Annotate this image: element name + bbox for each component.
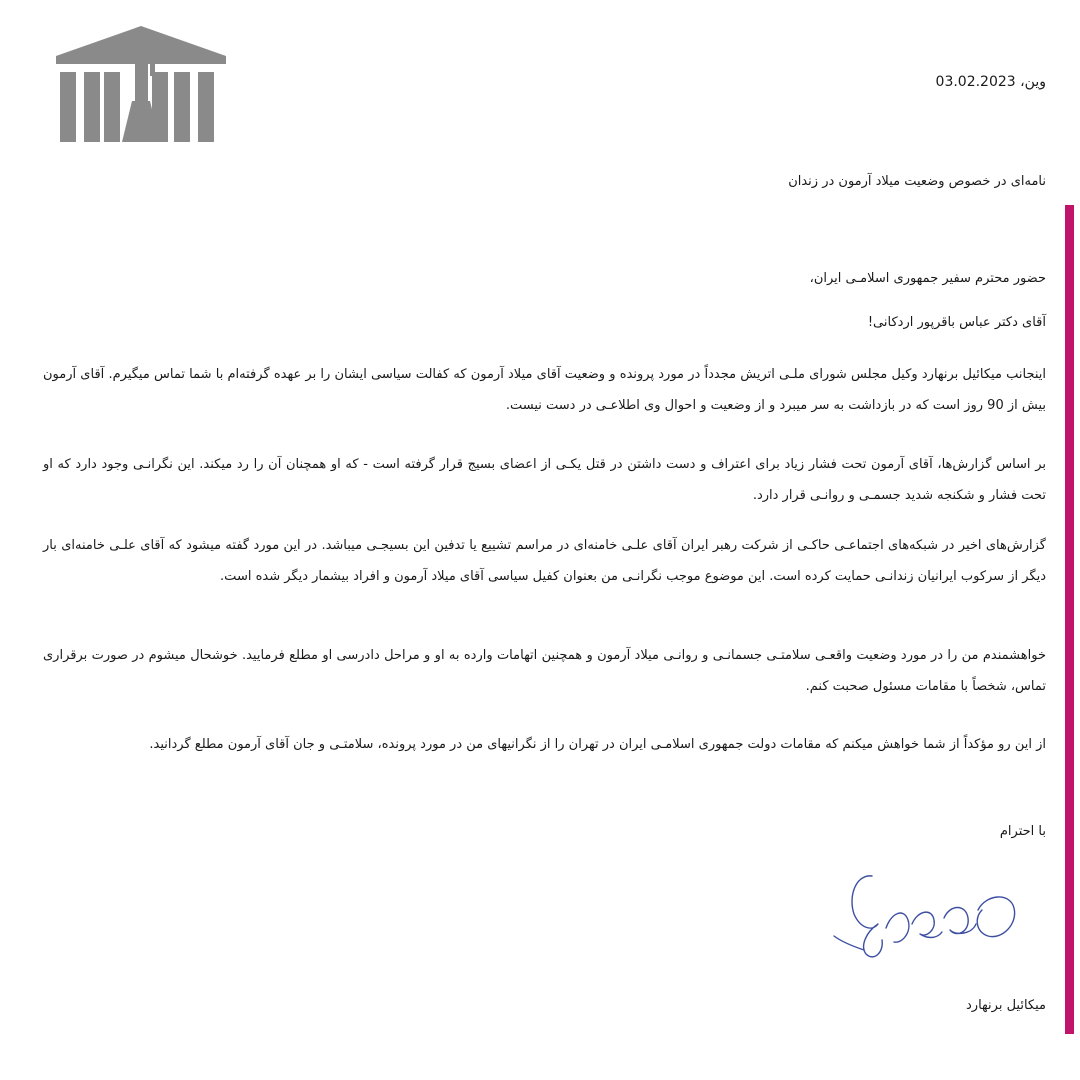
accent-bar <box>1065 205 1074 1034</box>
sender-name: میکائیل برنهارد <box>966 998 1046 1013</box>
body-paragraph: گزارش‌های اخیر در شبکه‌های اجتماعـی حاکـی از شرکت رهبر ایران آقای علـی خامنه‌ای در مراسم تشییع یا تدفین این بسیجـی میباشد. در این مورد گفته میشود که آقای علـی خامنه‌ای بار دیگر از سرکوب ایرانیان زندانـی حمایت کرده است. این موضوع موجب نگرانـی من بعنوان کفیل سیاسی آقای میلاد آرمون و افراد بیشمار دیگر شده است. <box>43 538 1046 584</box>
parliament-building-icon <box>48 22 234 146</box>
body-paragraph: اینجانب میکائیل برنهارد وکیل مجلس شورای ملـی اتریش مجدداً در مورد پرونده و وضعیت آقای میلاد آرمون که کفالت سیاسی ایشان را بر عهده گرفته‌ام با شما تماس میگیرم. آقای آرمون بیش از 90 روز است که در بازداشت به سر میبرد و از وضعیت و احوال وی اطلاعـی در دست نیست. <box>43 367 1046 413</box>
letter-subject: نامه‌ای در خصوص وضعیت میلاد آرمون در زندان <box>788 174 1046 189</box>
body-paragraph: خواهشمندم من را در مورد وضعیت واقعـی سلامتـی جسمانـی و روانـی میلاد آرمون و همچنین اتهامات وارده به او و مراحل دادرسی او مطلع فرمایید. خوشحال میشوم در صورت برقراری تماس، شخصاً با مقامات مسئول صحبت کنم. <box>43 648 1046 694</box>
handwritten-signature <box>826 862 1034 966</box>
date-line: وین، 03.02.2023 <box>935 74 1046 90</box>
body-paragraph: از این رو مؤکداً از شما خواهش میکنم که مقامات دولت جمهوری اسلامـی ایران در تهران را از نگرانیهای من در مورد پرونده، سلامتـی و جان آقای آرمون مطلع گردانید. <box>149 737 1046 752</box>
body-paragraph: بر اساس گزارش‌ها، آقای آرمون تحت فشار زیاد برای اعتراف و دست داشتن در قتل یکـی از اعضای بسیج قرار گرفته است - که او همچنان آن را رد میکند. این نگرانـی وجود دارد که او تحت فشار و شکنجه شدید جسمـی و روانـی قرار دارد. <box>43 457 1046 503</box>
addressee: آقای دکتر عباس باقرپور اردکانی! <box>867 315 1046 330</box>
closing-line: با احترام <box>999 824 1046 839</box>
salutation: حضور محترم سفیر جمهوری اسلامـی ایران، <box>809 271 1046 286</box>
